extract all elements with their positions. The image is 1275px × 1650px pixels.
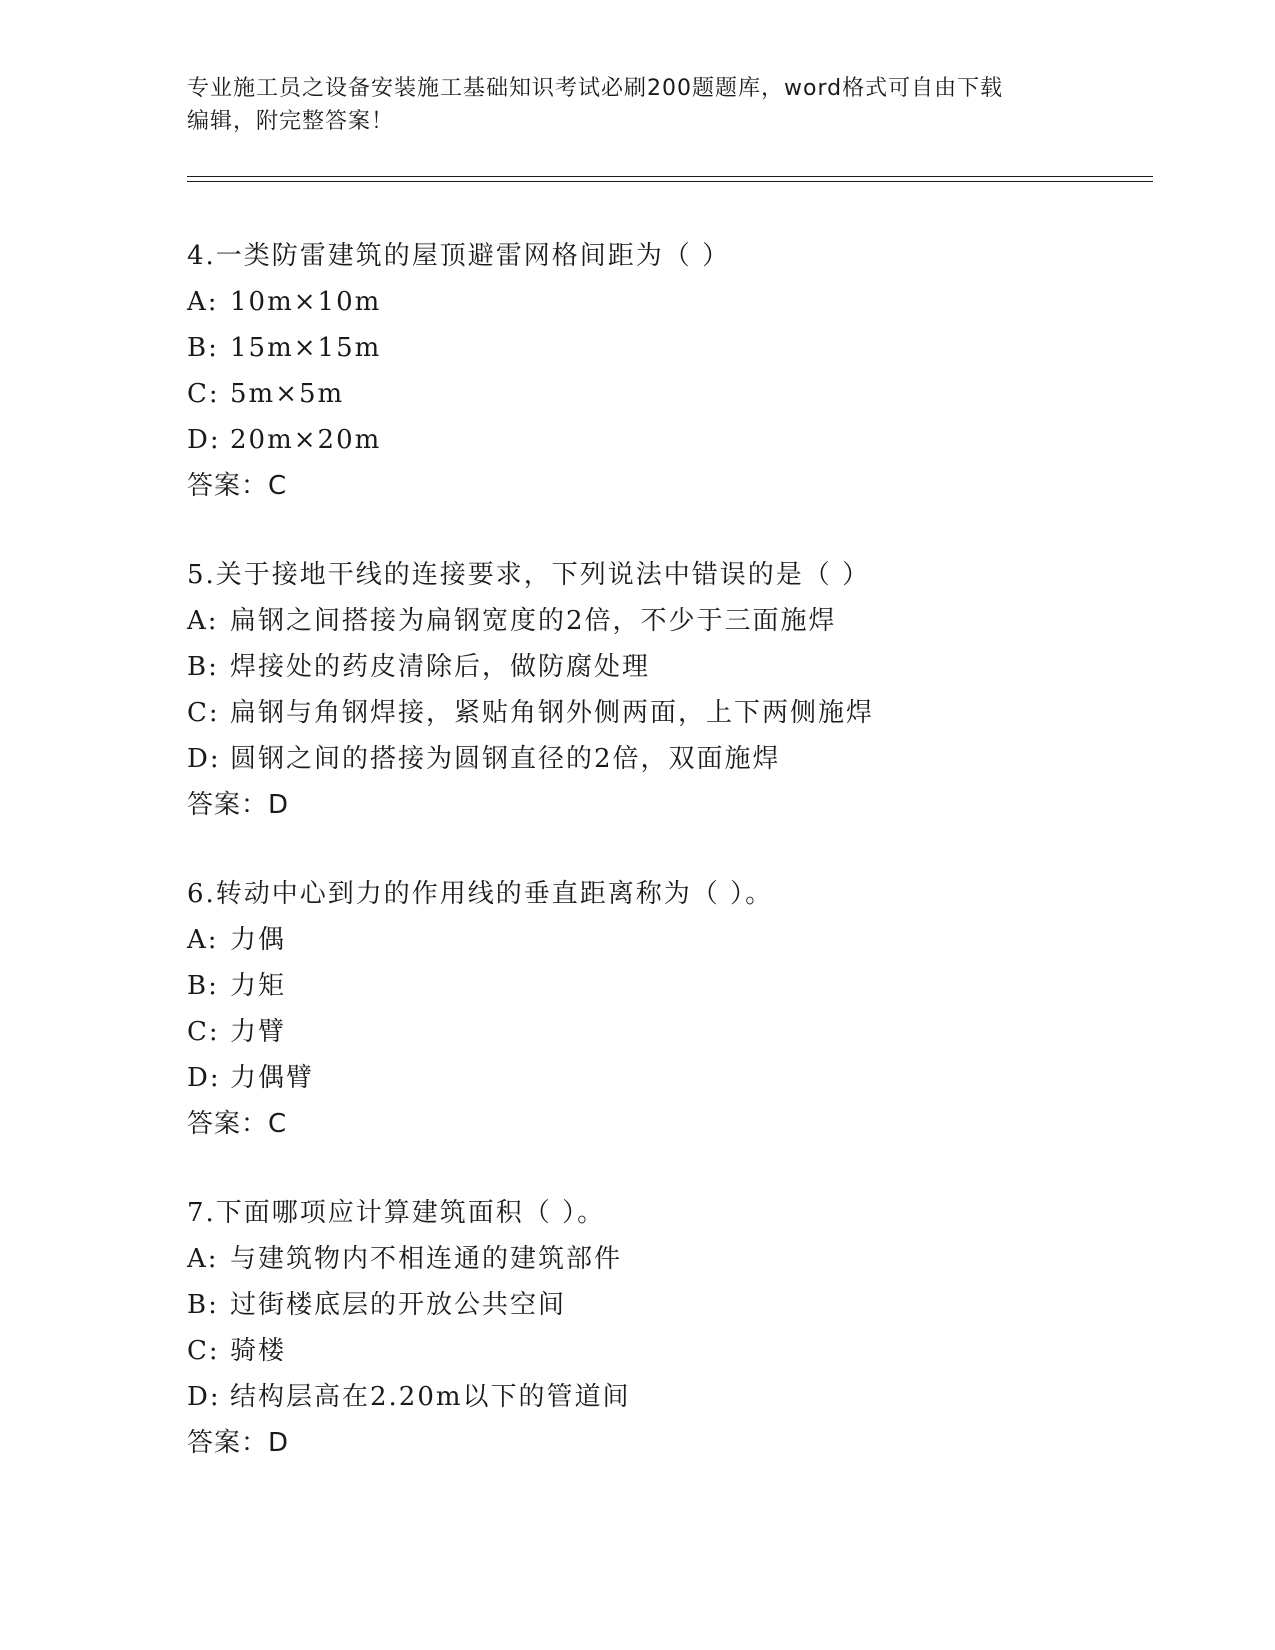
option-text: 15m×15m <box>230 333 382 363</box>
question-stem: 4.一类防雷建筑的屋顶避雷网格间距为（ ） <box>187 241 731 271</box>
option-c <box>187 378 1167 424</box>
option-text: 扁钢之间搭接为扁钢宽度的2倍，不少于三面施焊 <box>230 606 837 636</box>
option-c <box>187 697 1167 743</box>
answer-line: 答案：C <box>187 471 288 501</box>
question-stem: 5.关于接地干线的连接要求，下列说法中错误的是（ ） <box>187 560 871 590</box>
option-text: 骑楼 <box>230 1336 287 1366</box>
option-text: 与建筑物内不相连通的建筑部件 <box>230 1244 623 1274</box>
answer-line: 答案：C <box>187 1109 288 1139</box>
option-text: 过街楼底层的开放公共空间 <box>230 1290 567 1320</box>
option-a <box>187 605 1167 651</box>
option-text: 结构层高在2.20m以下的管道间 <box>230 1382 631 1412</box>
option-text: 力矩 <box>230 971 287 1001</box>
option-b <box>187 651 1167 697</box>
option-text: 力偶臂 <box>230 1063 315 1093</box>
option-letter: D: <box>187 1063 221 1093</box>
header-title-line-2: 编辑，附完整答案！ <box>187 109 395 134</box>
question-block <box>187 240 1167 516</box>
option-letter: A: <box>187 606 219 636</box>
option-letter: C: <box>187 698 220 728</box>
answer-line: 答案：D <box>187 1428 290 1458</box>
option-b <box>187 1289 1167 1335</box>
option-letter: A: <box>187 287 219 317</box>
option-text: 20m×20m <box>230 425 382 455</box>
option-text: 焊接处的药皮清除后，做防腐处理 <box>230 652 651 682</box>
option-d <box>187 424 1167 470</box>
header-title-line-1: 专业施工员之设备安装施工基础知识考试必刷200题题库，word格式可自由下载 <box>187 76 1004 101</box>
option-text: 圆钢之间的搭接为圆钢直径的2倍，双面施焊 <box>230 744 781 774</box>
answer-line: 答案：D <box>187 790 290 820</box>
option-letter: A: <box>187 925 219 955</box>
option-text: 扁钢与角钢焊接，紧贴角钢外侧两面，上下两侧施焊 <box>230 698 875 728</box>
header-divider-bottom <box>187 181 1153 182</box>
question-block <box>187 559 1167 835</box>
option-d <box>187 1062 1167 1108</box>
option-d <box>187 1381 1167 1427</box>
option-letter: B: <box>187 971 219 1001</box>
option-letter: C: <box>187 379 220 409</box>
document-header <box>187 72 1087 138</box>
question-stem: 7.下面哪项应计算建筑面积（ ）。 <box>187 1198 606 1228</box>
option-letter: D: <box>187 1382 221 1412</box>
question-block <box>187 878 1167 1154</box>
option-letter: B: <box>187 652 219 682</box>
question-block <box>187 1197 1167 1473</box>
header-divider-top <box>187 176 1153 177</box>
option-d <box>187 743 1167 789</box>
option-text: 力臂 <box>230 1017 287 1047</box>
option-letter: D: <box>187 425 221 455</box>
option-letter: A: <box>187 1244 219 1274</box>
option-text: 5m×5m <box>230 379 345 409</box>
option-letter: B: <box>187 333 219 363</box>
option-text: 力偶 <box>230 925 287 955</box>
option-letter: C: <box>187 1017 220 1047</box>
option-c <box>187 1335 1167 1381</box>
option-b <box>187 332 1167 378</box>
option-letter: D: <box>187 744 221 774</box>
option-a <box>187 1243 1167 1289</box>
question-stem: 6.转动中心到力的作用线的垂直距离称为（ ）。 <box>187 879 774 909</box>
option-letter: C: <box>187 1336 220 1366</box>
option-a <box>187 286 1167 332</box>
option-c <box>187 1016 1167 1062</box>
option-b <box>187 970 1167 1016</box>
option-a <box>187 924 1167 970</box>
option-letter: B: <box>187 1290 219 1320</box>
option-text: 10m×10m <box>230 287 382 317</box>
